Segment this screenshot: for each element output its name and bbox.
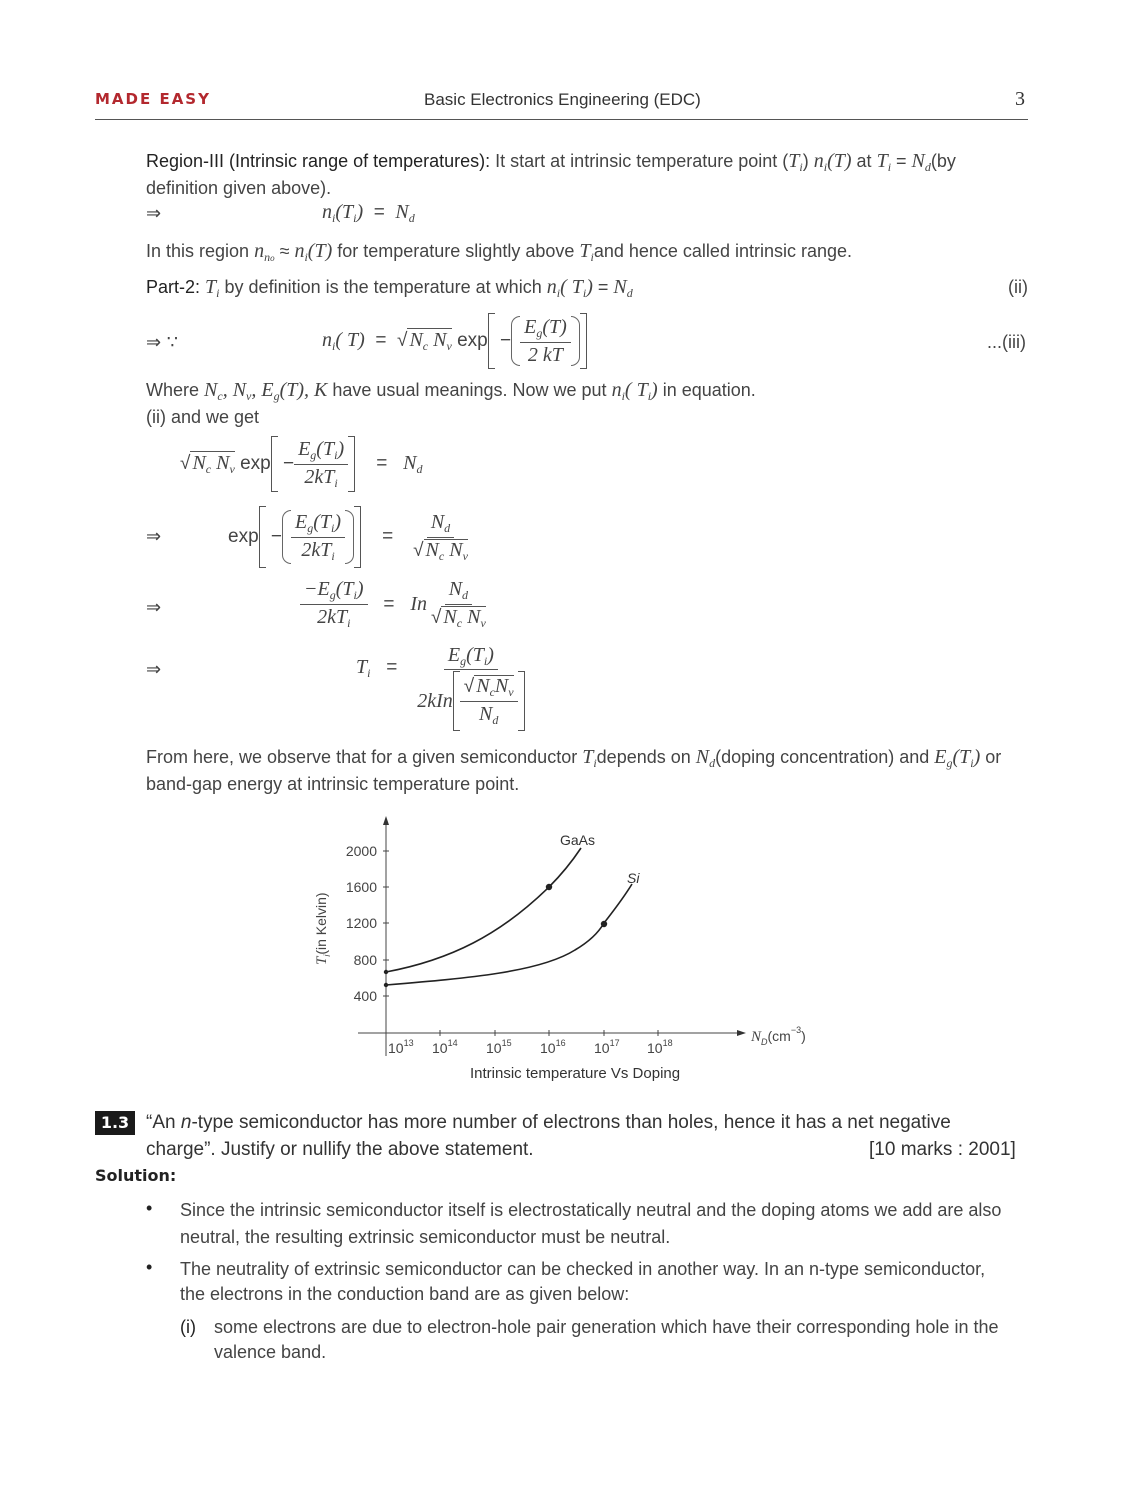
y-tick-label: 1600 (345, 879, 377, 895)
derivation-step-2: exp − $\frac{E_g(T_i)}{2kT_i}$ = $\frac{N_d}{√ N_c N_v}$ (228, 506, 472, 568)
region3-line2: definition given above). (146, 178, 332, 198)
implies-symbol: ⇒ (146, 659, 162, 680)
implies-symbol: ⇒ (146, 526, 162, 547)
x-axis-label: $N_D(cm^{-3})$ (751, 1025, 806, 1047)
y-tick-label: 800 (353, 952, 377, 968)
implies-symbol: ⇒ (146, 597, 162, 618)
implies-symbol: ⇒ (146, 203, 162, 224)
page-number: 3 (1015, 88, 1025, 110)
text: “An (146, 1112, 181, 1133)
text: n (180, 1112, 192, 1133)
text: (doping concentration) and (715, 747, 935, 767)
text: It start at intrinsic temperature point ( (490, 151, 789, 171)
bullet-1-line2: neutral, the resulting extrinsic semiconductor must be neutral. (180, 1227, 671, 1247)
gaas-marked-point (546, 884, 552, 890)
bullet-2-line1: The neutrality of extrinsic semiconductor can be checked in another way. In an n-type semiconductor, (180, 1259, 986, 1279)
x-tick-label: $10^{15}$ (486, 1038, 512, 1056)
book-title: Basic Electronics Engineering (EDC) (424, 90, 701, 109)
sub-item-line2: valence band. (214, 1342, 327, 1362)
math: $N_d$ (911, 150, 931, 174)
exp-label: exp (240, 453, 271, 474)
publisher-logo: MADE EASY (95, 90, 211, 108)
text: have usual meanings. Now we put (327, 380, 612, 400)
x-tick-label: $10^{17}$ (594, 1038, 620, 1056)
ln-label: In (410, 593, 427, 615)
text: by definition is the temperature at which (224, 277, 542, 297)
math: $n_i(T)$ (813, 150, 852, 174)
derivation-step-4: $T_i$ = $E_g(T_i)$ 2kIn $\frac{√ N_cN_v}{N_d}$ (356, 644, 529, 731)
equation-number-ii: (ii) (1008, 277, 1028, 297)
y-tick-label: 2000 (345, 843, 377, 859)
text: and hence called intrinsic range. (593, 241, 853, 261)
part2-heading: Part-2: (146, 277, 201, 297)
text: at (851, 151, 877, 171)
text: = (891, 151, 912, 171)
bullet-1-line1: Since the intrinsic semiconductor itself is electrostatically neutral and the doping atoms we add are also (180, 1200, 1002, 1220)
si-label: Si (627, 870, 640, 886)
where-line: Where $N_c$, $N_v$, $E_g(T)$, K have usual meanings. Now we put $n_i$( $T_i$) in equation. (146, 379, 756, 403)
implies-because-symbol: ⇒ ∵ (146, 332, 179, 353)
text: Where (146, 380, 205, 400)
observation-paragraph: From here, we observe that for a given semiconductor $T_idepends$ on $N_d(doping$ concentration) and $E_g(T_i)$ or (146, 746, 1002, 770)
text: From here, we observe that for a given semiconductor (146, 747, 583, 767)
derivation-step-3: $\frac{-E_g(T_i)}{2kT_i}$ = In $\frac{N_d}{√ N_c N_v}$ (300, 578, 490, 631)
bullet-2-line2: the electrons in the conduction band are as given below: (180, 1284, 630, 1304)
sub-item-line1: some electrons are due to electron-hole pair generation which have their corresponding hole in the (214, 1317, 999, 1337)
x-axis-arrow-icon (737, 1030, 746, 1036)
text: depends on (596, 747, 696, 767)
part2-line: Part-2: $T_i$ by definition is the temperature at which $n_i$( $T_i) = N_d$ (146, 276, 633, 300)
text: or (980, 747, 1002, 767)
y-tick-label: 1200 (345, 915, 377, 931)
text: ) (802, 151, 814, 171)
derivation-step-1: √ $N_c$ $N_v$ exp − $\frac{E_g(T_i)}{2kT_i}$ = $N_d$ (180, 436, 423, 492)
observation-line2: band-gap energy at intrinsic temperature point. (146, 774, 520, 794)
text: -type semiconductor has more number of electrons than holes, hence it has a net negative (191, 1112, 951, 1133)
gaas-start-point (384, 970, 388, 974)
equation-iii: $n_i$( T) = √ $N_c$ $N_v$ exp − $\frac{E_g(T)}{2 kT}$ (322, 313, 587, 369)
si-marked-point (601, 921, 607, 927)
x-tick-label: $10^{16}$ (540, 1038, 566, 1056)
chart-caption: Intrinsic temperature Vs Doping (470, 1065, 681, 1082)
x-tick-label: $10^{14}$ (432, 1038, 458, 1056)
bullet-icon: • (146, 1198, 153, 1218)
x-tick-label: $10^{18}$ (647, 1038, 673, 1056)
equation-number-iii: ...(iii) (987, 332, 1026, 352)
intrinsic-range-line: In this region $n_{no} \approx n_i(T)$ for temperature slightly above $T_iand$ hence called intrinsic range. (146, 240, 853, 264)
solution-label: Solution: (95, 1166, 177, 1185)
exp-label: exp (228, 526, 259, 547)
text: in equation. (657, 380, 756, 400)
text: for temperature slightly above (332, 241, 580, 261)
svg-text:Ti(in Kelvin): $T_i(in$ Kelvin) (313, 892, 332, 965)
si-curve (386, 884, 632, 985)
question-line1 (146, 1112, 1031, 1134)
region3-heading: Region-III (Intrinsic range of temperatures): (146, 151, 491, 171)
y-tick-label: 400 (353, 988, 377, 1004)
si-start-point (384, 983, 388, 987)
question-number-badge: 1.3 (95, 1111, 135, 1135)
bullet-icon: • (146, 1257, 153, 1277)
gaas-curve (386, 848, 581, 972)
sub-item-marker: (i) (180, 1317, 196, 1337)
question-line2: charge”. Justify or nullify the above statement. (146, 1139, 534, 1160)
y-axis-label (313, 892, 332, 965)
y-tick-labels (346, 843, 377, 1004)
text: In this region (146, 241, 255, 261)
2k-ln-label: 2kIn (417, 689, 453, 712)
exp-label: exp (457, 330, 488, 351)
equation-ni-equals-nd: $n_i(T_i) = N_d$ (322, 201, 415, 225)
math: $T_i$ (788, 150, 803, 174)
question-marks: [10 marks : 2001] (869, 1139, 1016, 1160)
where-line2: (ii) and we get (146, 407, 260, 427)
y-axis-arrow-icon (383, 816, 389, 825)
gaas-label: GaAs (560, 832, 596, 848)
x-tick-label: $10^{13}$ (388, 1038, 414, 1056)
math: $T_i$ (876, 150, 892, 174)
x-tick-labels (388, 1038, 673, 1056)
text: (by (930, 151, 956, 171)
